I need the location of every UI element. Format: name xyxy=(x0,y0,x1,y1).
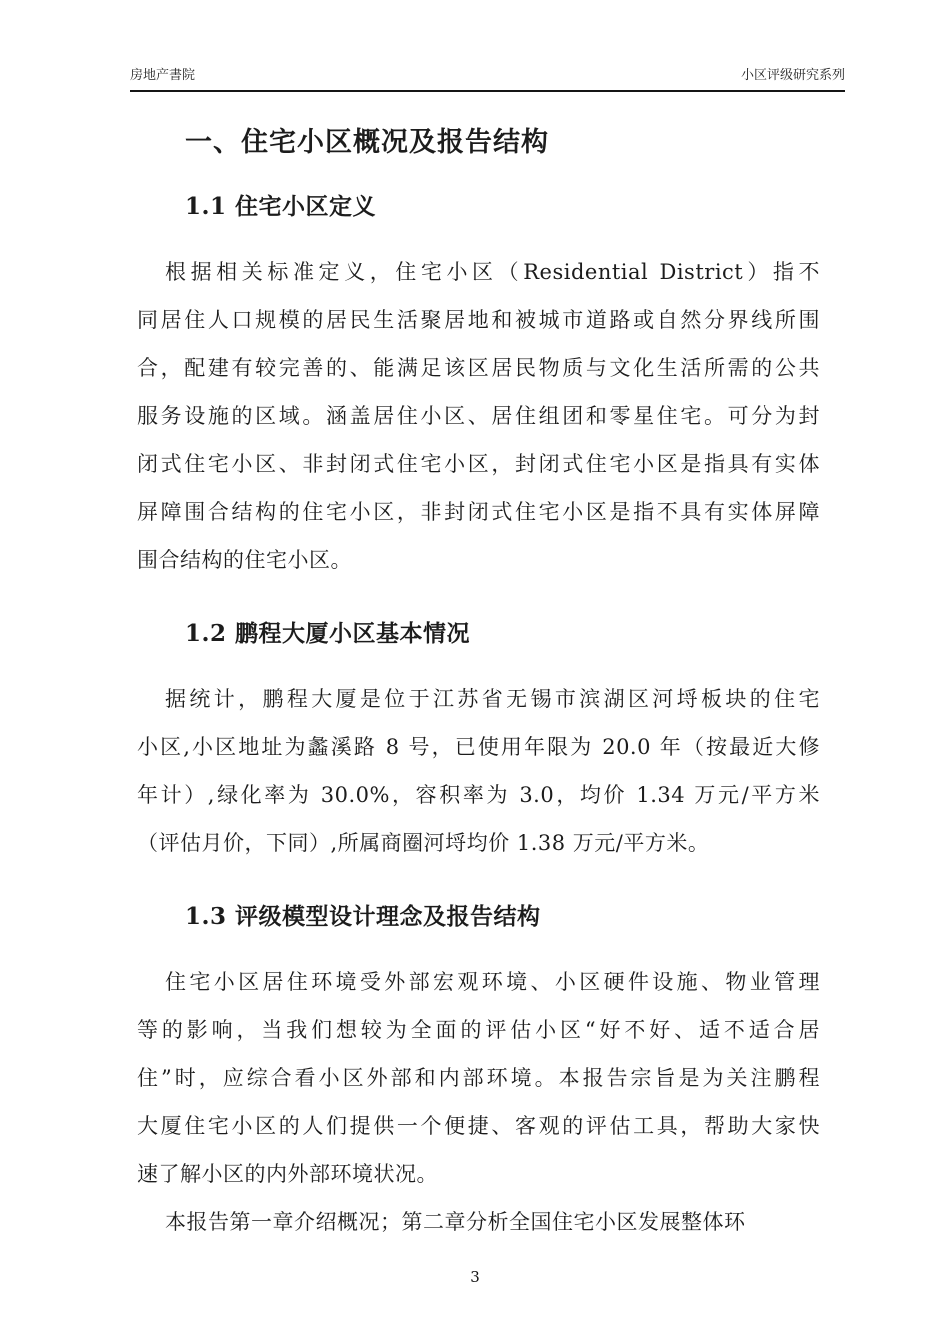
document-content xyxy=(137,123,820,1246)
section-heading-1-2: 1.2 鹏程大厦小区基本情况 xyxy=(185,620,471,647)
page-header xyxy=(130,64,845,92)
chapter-title: 一、住宅小区概况及报告结构 xyxy=(185,127,549,158)
paragraph xyxy=(137,675,820,867)
body-line: 同居住人口规模的居民生活聚居地和被城市道路或自然分界线所围 xyxy=(137,308,820,332)
body-line: 闭式住宅小区、非封闭式住宅小区，封闭式住宅小区是指具有实体 xyxy=(137,452,820,476)
body-line: 屏障围合结构的住宅小区，非封闭式住宅小区是指不具有实体屏障 xyxy=(137,500,820,524)
body-line: 住”时，应综合看小区外部和内部环境。本报告宗旨是为关注鹏程 xyxy=(137,1066,820,1090)
paragraph xyxy=(137,1198,820,1246)
paragraph xyxy=(137,958,820,1198)
body-line: 合，配建有较完善的、能满足该区居民物质与文化生活所需的公共 xyxy=(137,356,820,380)
paragraph xyxy=(137,248,820,584)
body-line: 年计）,绿化率为 30.0%，容积率为 3.0，均价 1.34 万元/平方米 xyxy=(137,783,820,807)
body-line: 小区,小区地址为蠡溪路 8 号，已使用年限为 20.0 年（按最近大修 xyxy=(137,735,820,759)
body-line: 大厦住宅小区的人们提供一个便捷、客观的评估工具，帮助大家快 xyxy=(137,1114,820,1138)
body-line: 等的影响，当我们想较为全面的评估小区“好不好、适不适合居 xyxy=(137,1018,820,1042)
section-heading-1-1: 1.1 住宅小区定义 xyxy=(185,193,377,220)
header-right-text: 小区评级研究系列 xyxy=(740,68,845,83)
body-line: 据统计，鹏程大厦是位于江苏省无锡市滨湖区河埒板块的住宅 xyxy=(165,687,820,711)
header-left-text: 房地产書院 xyxy=(130,68,196,83)
body-line: 速了解小区的内外部环境状况。 xyxy=(137,1162,438,1186)
body-line: 本报告第一章介绍概况；第二章分析全国住宅小区发展整体环 xyxy=(165,1210,746,1234)
body-line: 住宅小区居住环境受外部宏观环境、小区硬件设施、物业管理 xyxy=(165,970,820,994)
section-heading-1-3: 1.3 评级模型设计理念及报告结构 xyxy=(185,903,541,930)
body-line: 围合结构的住宅小区。 xyxy=(137,548,352,572)
body-line: 服务设施的区域。涵盖居住小区、居住组团和零星住宅。可分为封 xyxy=(137,404,820,428)
page-number: 3 xyxy=(470,1268,480,1286)
body-line: 根据相关标准定义，住宅小区（Residential District）指不 xyxy=(165,260,820,284)
body-line: （评估月价，下同）,所属商圈河埒均价 1.38 万元/平方米。 xyxy=(137,831,710,855)
